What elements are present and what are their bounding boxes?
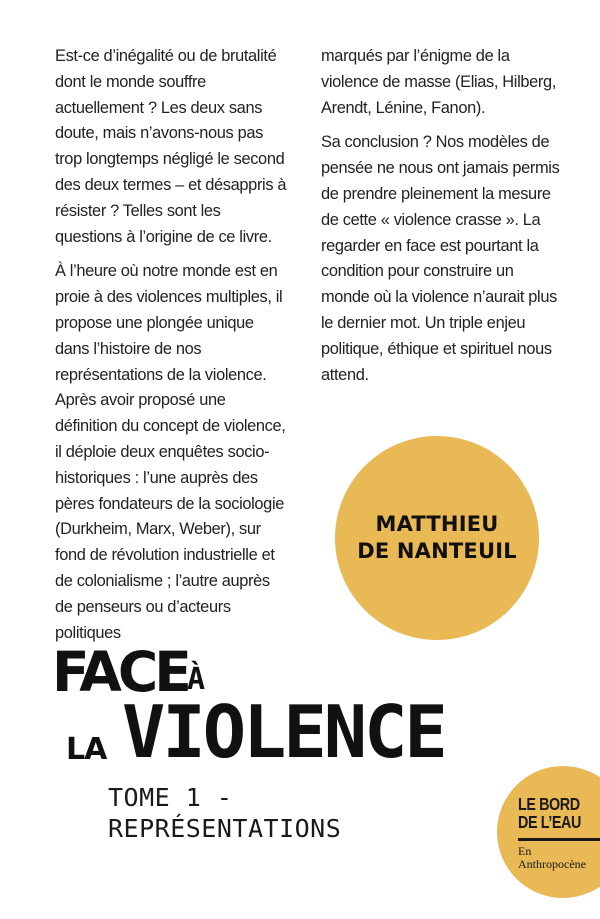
- title-word-a: À: [187, 662, 206, 697]
- publisher-name-line2: DE L’EAU: [518, 812, 581, 832]
- publisher-name: [518, 795, 581, 831]
- author-name-line1: MATTHIEU: [375, 512, 499, 536]
- series-line2: Anthropocène: [518, 857, 586, 871]
- author-name-line2: DE NANTEUIL: [357, 539, 517, 563]
- paragraph: Est-ce d’inégalité ou de brutalité dont le monde souffre actuellement ? Les deux sans doute, mais n’avons-nous pas trop longtemps négligé le second des deux termes – et désappris à résister ? Telles sont les questions à l’origine de ce livre.: [55, 47, 287, 246]
- back-cover-text-left: [55, 44, 291, 655]
- subtitle-line2: REPRÉSENTATIONS: [108, 814, 342, 843]
- title-word-violence: VIOLENCE: [122, 690, 445, 774]
- title-word-la: LA: [66, 732, 107, 767]
- publisher-name-line1: LE BORD: [518, 794, 580, 814]
- book-subtitle: [108, 782, 341, 844]
- publisher-series: [518, 845, 586, 871]
- back-cover-text-right: [321, 44, 561, 397]
- title-word-face: FACE: [52, 640, 188, 704]
- paragraph: marqués par l’énigme de la violence de masse (Elias, Hilberg, Arendt, Lénine, Fanon).: [321, 47, 556, 117]
- publisher-divider: [518, 838, 600, 841]
- subtitle-line1: TOME 1 -: [108, 783, 233, 812]
- series-line1: En: [518, 844, 532, 858]
- paragraph: Sa conclusion ? Nos modèles de pensée ne nous ont jamais permis de prendre pleinement la mesure de cette « violence crasse ». La regarder en face est pourtant la condition pour construire un monde où la violence n’aurait plus le dernier mot. Un triple enjeu politique, éthique et spirituel nous attend.: [321, 133, 560, 384]
- author-badge: [335, 436, 539, 640]
- publisher-logo: [497, 766, 600, 898]
- paragraph: À l’heure où notre monde est en proie à des violences multiples, il propose une plongée unique dans l’histoire de nos représentations de la violence. Après avoir proposé une définition du concept de violence, il déploie deux enquêtes socio-historiques : l’une auprès des pères fondateurs de la sociologie (Durkheim, Marx, Weber), sur fond de révolution industrielle et de colonialisme ; l’autre auprès de penseurs ou d’acteurs politiques: [55, 262, 286, 642]
